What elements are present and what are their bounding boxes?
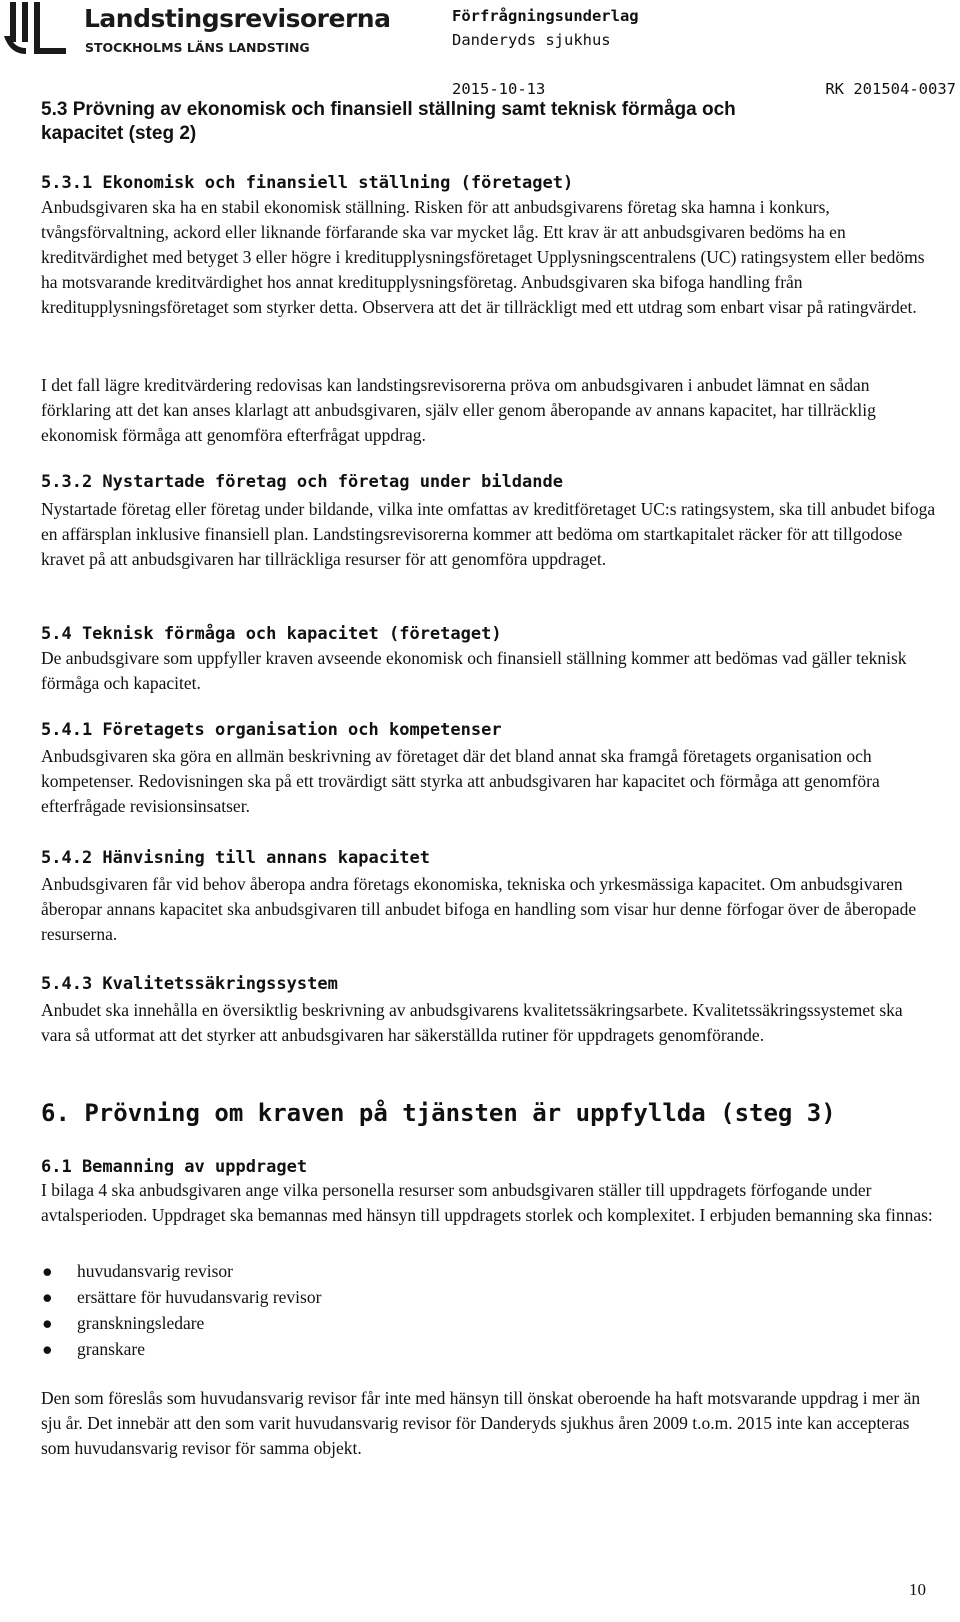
- paragraph-5-3-1-b: I det fall lägre kreditvärdering redovisas kan landstingsrevisorerna pröva om anbudsgivaren i anbudet lämnat en sådan förklaring att det kan anses klarlagt att anbudsgivaren, själv eller genom åberopande av annans kapacitet, har tillräcklig ekonomisk förmåga att genomföra efterfrågat uppdrag.: [41, 375, 876, 445]
- org-name: Landstingsrevisorerna: [84, 4, 391, 33]
- heading-5-4-2: 5.4.2 Hänvisning till annans kapacitet: [41, 848, 430, 868]
- bullet-icon: ●: [42, 1339, 53, 1359]
- paragraph-5-4-2: Anbudsgivaren får vid behov åberopa andra företags ekonomiska, tekniska och yrkesmässiga kapacitet. Om anbudsgivaren åberopar annans kapacitet ska anbudsgivaren till anbudet bifoga en handling som visar hur denne förfogar över de åberopade resurserna.: [41, 874, 917, 944]
- heading-5-4-1: 5.4.1 Företagets organisation och kompetenser: [41, 720, 502, 740]
- paragraph-5-4: De anbudsgivare som uppfyller kraven avseende ekonomisk och finansiell ställning kommer att bedömas vad gäller teknisk förmåga och kapacitet.: [41, 648, 907, 693]
- paragraph-6-1-b: Den som föreslås som huvudansvarig revisor får inte med hänsyn till önskat oberoende ha haft motsvarande uppdrag i mer än sju år. Det innebär att den som varit huvudansvarig revisor för Danderyds sjukhus åren 2009 t.o.m. 2015 inte kan accepteras som huvudansvarig revisor för samma objekt.: [41, 1388, 921, 1458]
- header-document-info: [452, 4, 639, 52]
- document-reference: RK 201504-0037: [825, 80, 956, 98]
- logo-mark-icon: [4, 2, 70, 56]
- paragraph-5-3-1-a: Anbudsgivaren ska ha en stabil ekonomisk ställning. Risken för att anbudsgivarens företag ska hamna i konkurs, tvångsförvaltning, ackord eller liknande förfarande ska var mycket låg. Ett krav är att anbudsgivaren bedöms ha en kreditvärdighet med betyget 3 eller högre i kreditupplysningsföretaget Upplysningscentralens (UC) ratingsystem eller bedöms ha motsvarande kreditvärdighet hos annat kreditupplysningsföretag. Anbudsgivaren ska bifoga handling från kreditupplysningsföretaget som styrker detta. Observera att det är tillräckligt med ett utdrag som enbart visar på ratingvärdet.: [41, 197, 925, 317]
- document-type: Förfrågningsunderlag: [452, 7, 639, 25]
- client-name: Danderyds sjukhus: [452, 31, 611, 49]
- header-meta: [452, 80, 956, 98]
- heading-5-4-3: 5.4.3 Kvalitetssäkringssystem: [41, 974, 338, 994]
- heading-5-3-1: 5.3.1 Ekonomisk och finansiell ställning (företaget): [41, 173, 574, 193]
- paragraph-5-4-3: Anbudet ska innehålla en översiktlig beskrivning av anbudsgivarens kvalitetssäkringsarbete. Kvalitetssäkringssystemet ska vara så utformat att det styrker att anbudsgivaren har säkerställda rutiner för uppdragets genomförande.: [41, 1000, 903, 1045]
- bullet-icon: ●: [42, 1261, 53, 1281]
- heading-5-4: 5.4 Teknisk förmåga och kapacitet (företaget): [41, 624, 502, 644]
- heading-5-3-2: 5.3.2 Nystartade företag och företag under bildande: [41, 472, 563, 492]
- heading-5-3: 5.3 Prövning av ekonomisk och finansiell ställning samt teknisk förmåga och kapacitet (steg 2): [41, 99, 736, 144]
- bullet-icon: ●: [42, 1313, 53, 1333]
- paragraph-6-1-a: I bilaga 4 ska anbudsgivaren ange vilka personella resurser som anbudsgivaren ställer till uppdragets förfogande under avtalsperioden. Uppdraget ska bemannas med hänsyn till uppdragets storlek och komplexitet. I erbjuden bemanning ska finnas:: [41, 1180, 933, 1225]
- heading-6: 6. Prövning om kraven på tjänsten är uppfyllda (steg 3): [41, 1099, 836, 1127]
- org-subtitle: STOCKHOLMS LÄNS LANDSTING: [85, 40, 310, 55]
- document-date: 2015-10-13: [452, 80, 546, 98]
- heading-6-1: 6.1 Bemanning av uppdraget: [41, 1157, 308, 1177]
- paragraph-5-3-2: Nystartade företag eller företag under bildande, vilka inte omfattas av kreditföretaget UC:s ratingsystem, ska till anbudet bifoga en affärsplan inklusive finansiell plan. Landstingsrevisorerna kommer att bedöma om startkapitalet räcker för att tillgodose kravet på att anbudsgivaren har tillräckliga resurser för att genomföra uppdraget.: [41, 499, 936, 569]
- landstingsrevisorerna-logo: [4, 2, 404, 58]
- paragraph-5-4-1: Anbudsgivaren ska göra en allmän beskrivning av företaget där det bland annat ska framgå företagets organisation och kompetenser. Redovisningen ska på ett trovärdigt sätt styrka att anbudsgivaren har kapacitet och förmåga att genomföra efterfrågade revisionsinsatser.: [41, 746, 880, 816]
- bullet-icon: ●: [42, 1287, 53, 1307]
- page-number: 10: [909, 1580, 926, 1599]
